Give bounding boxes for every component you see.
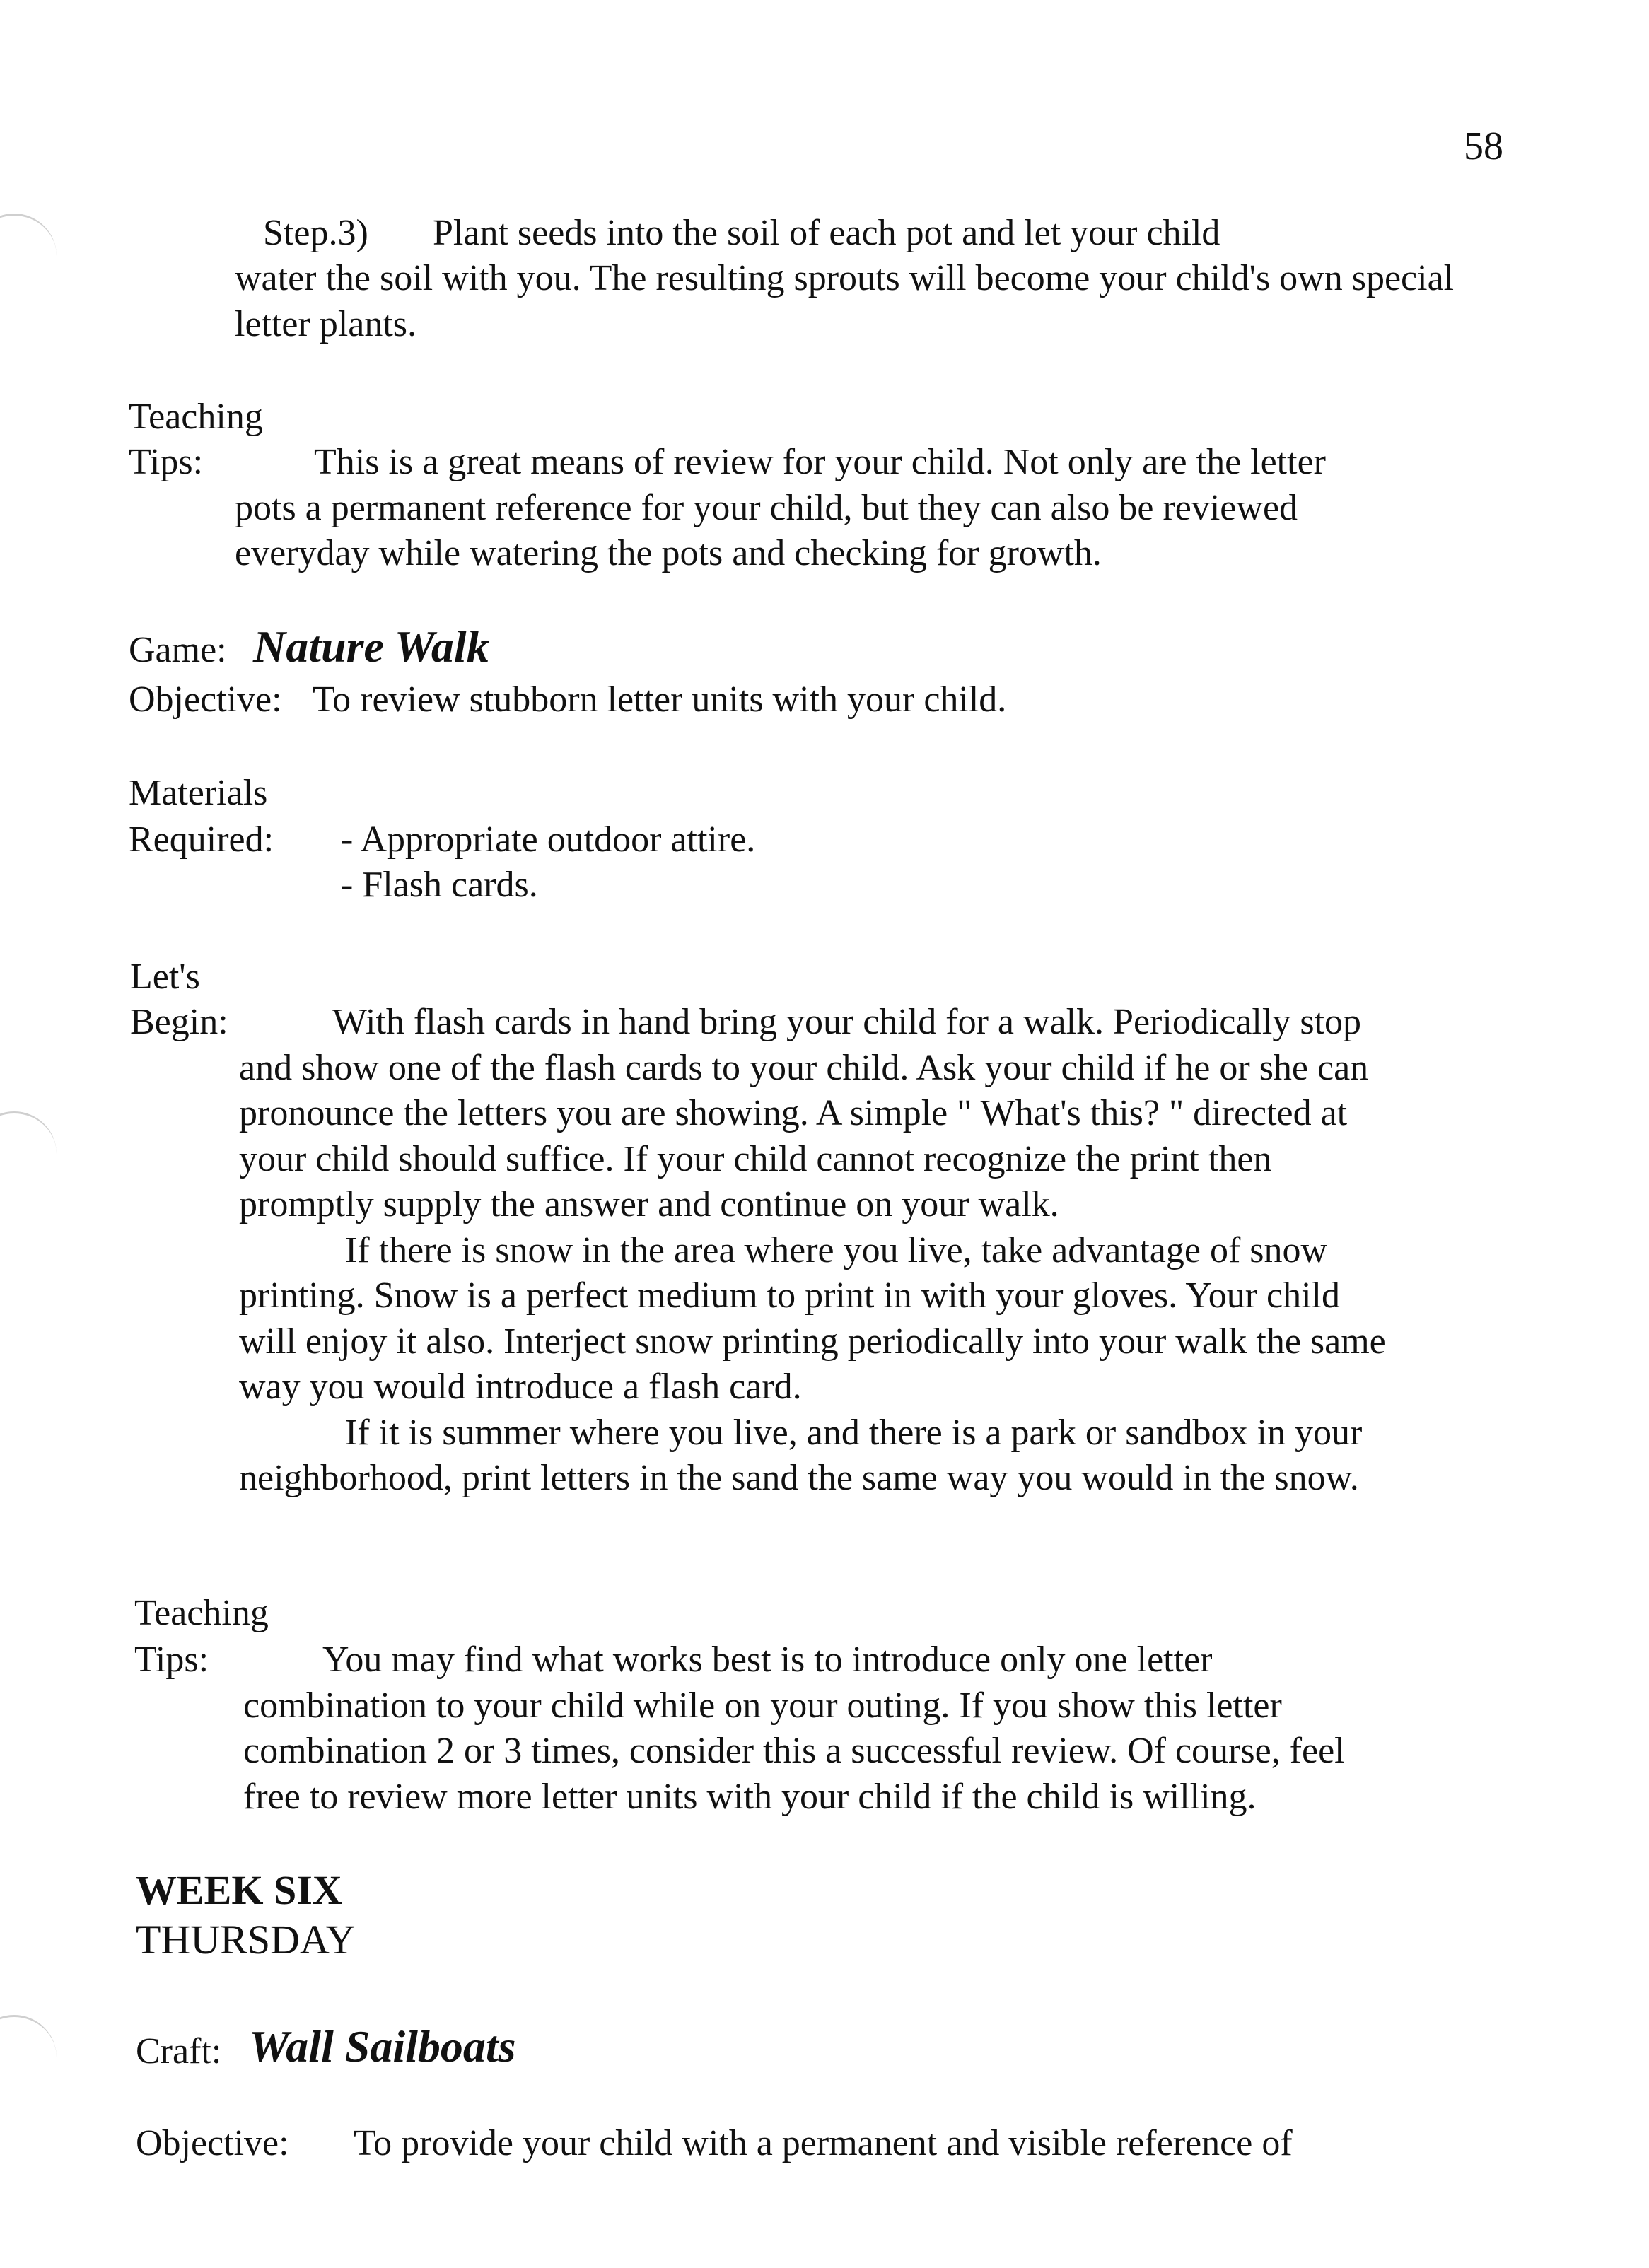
materials-item: - Appropriate outdoor attire.	[341, 819, 756, 860]
tips-label-line1: Teaching	[129, 397, 263, 437]
tips-text: This is a great means of review for your child. Not only are the letter pots a permanent reference for your child, but they can also be reviewed everyday while watering the pots and checking for growth.	[235, 442, 1326, 573]
craft-title: Wall Sailboats	[249, 2021, 516, 2071]
begin-label-line2: Begin:	[130, 1002, 228, 1042]
punch-hole-mark	[0, 214, 57, 258]
objective-text: To provide your child with a permanent and visible reference of	[354, 2123, 1293, 2163]
game-title: Nature Walk	[253, 621, 489, 672]
punch-hole-mark	[0, 2015, 57, 2059]
begin-paragraph: If it is summer where you live, and there is a park or sandbox in your neighborhood, print letters in the sand the same way you would in the snow.	[239, 1412, 1363, 1498]
step-text	[235, 256, 1479, 347]
objective-text: To review stubborn letter units with your child.	[313, 679, 1007, 720]
objective-label: Objective:	[136, 2123, 289, 2163]
materials-label-line1: Materials	[129, 773, 268, 813]
craft-label: Craft:	[136, 2031, 222, 2071]
tips-label-line2: Tips:	[129, 442, 204, 482]
objective-label: Objective:	[129, 679, 282, 720]
step-first-line: Plant seeds into the soil of each pot and let your child	[433, 213, 1220, 253]
tips-text: You may find what works best is to introduce only one letter combination to your child while on your outing. If you show this letter combination 2 or 3 times, consider this a successful review. Of course, feel free to review more letter units with your child if the child is willing.	[243, 1639, 1345, 1817]
step-label: Step.3)	[263, 213, 368, 253]
tips-label-line2: Tips:	[134, 1639, 209, 1680]
begin-label-line1: Let's	[130, 957, 200, 997]
game-label: Game:	[129, 630, 227, 670]
tips-label-line1: Teaching	[134, 1593, 269, 1633]
materials-item: - Flash cards.	[341, 865, 538, 905]
week-title: WEEK SIX	[136, 1867, 342, 1913]
begin-body	[239, 1000, 1406, 1502]
begin-paragraph: With flash cards in hand bring your child for a walk. Periodically stop and show one of the flash cards to your child. Ask your child if he or she can pronounce the letters you are showing. A simple " What's this? " directed at your child should suffice. If your child cannot recognize the print then promptly supply the answer and continue on your walk.	[239, 1002, 1369, 1224]
week-day: THURSDAY	[136, 1917, 356, 1963]
step-rest-text: water the soil with you. The resulting sprouts will become your child's own special letter plants.	[235, 258, 1455, 344]
materials-label-line2: Required:	[129, 819, 274, 860]
punch-hole-mark	[0, 1111, 57, 1156]
page-number: 58	[1464, 124, 1503, 168]
begin-paragraph: If there is snow in the area where you live, take advantage of snow printing. Snow is a perfect medium to print in with your gloves. Your child will enjoy it also. Interject snow printing periodically into your walk the same way you would introduce a flash card.	[239, 1229, 1386, 1407]
